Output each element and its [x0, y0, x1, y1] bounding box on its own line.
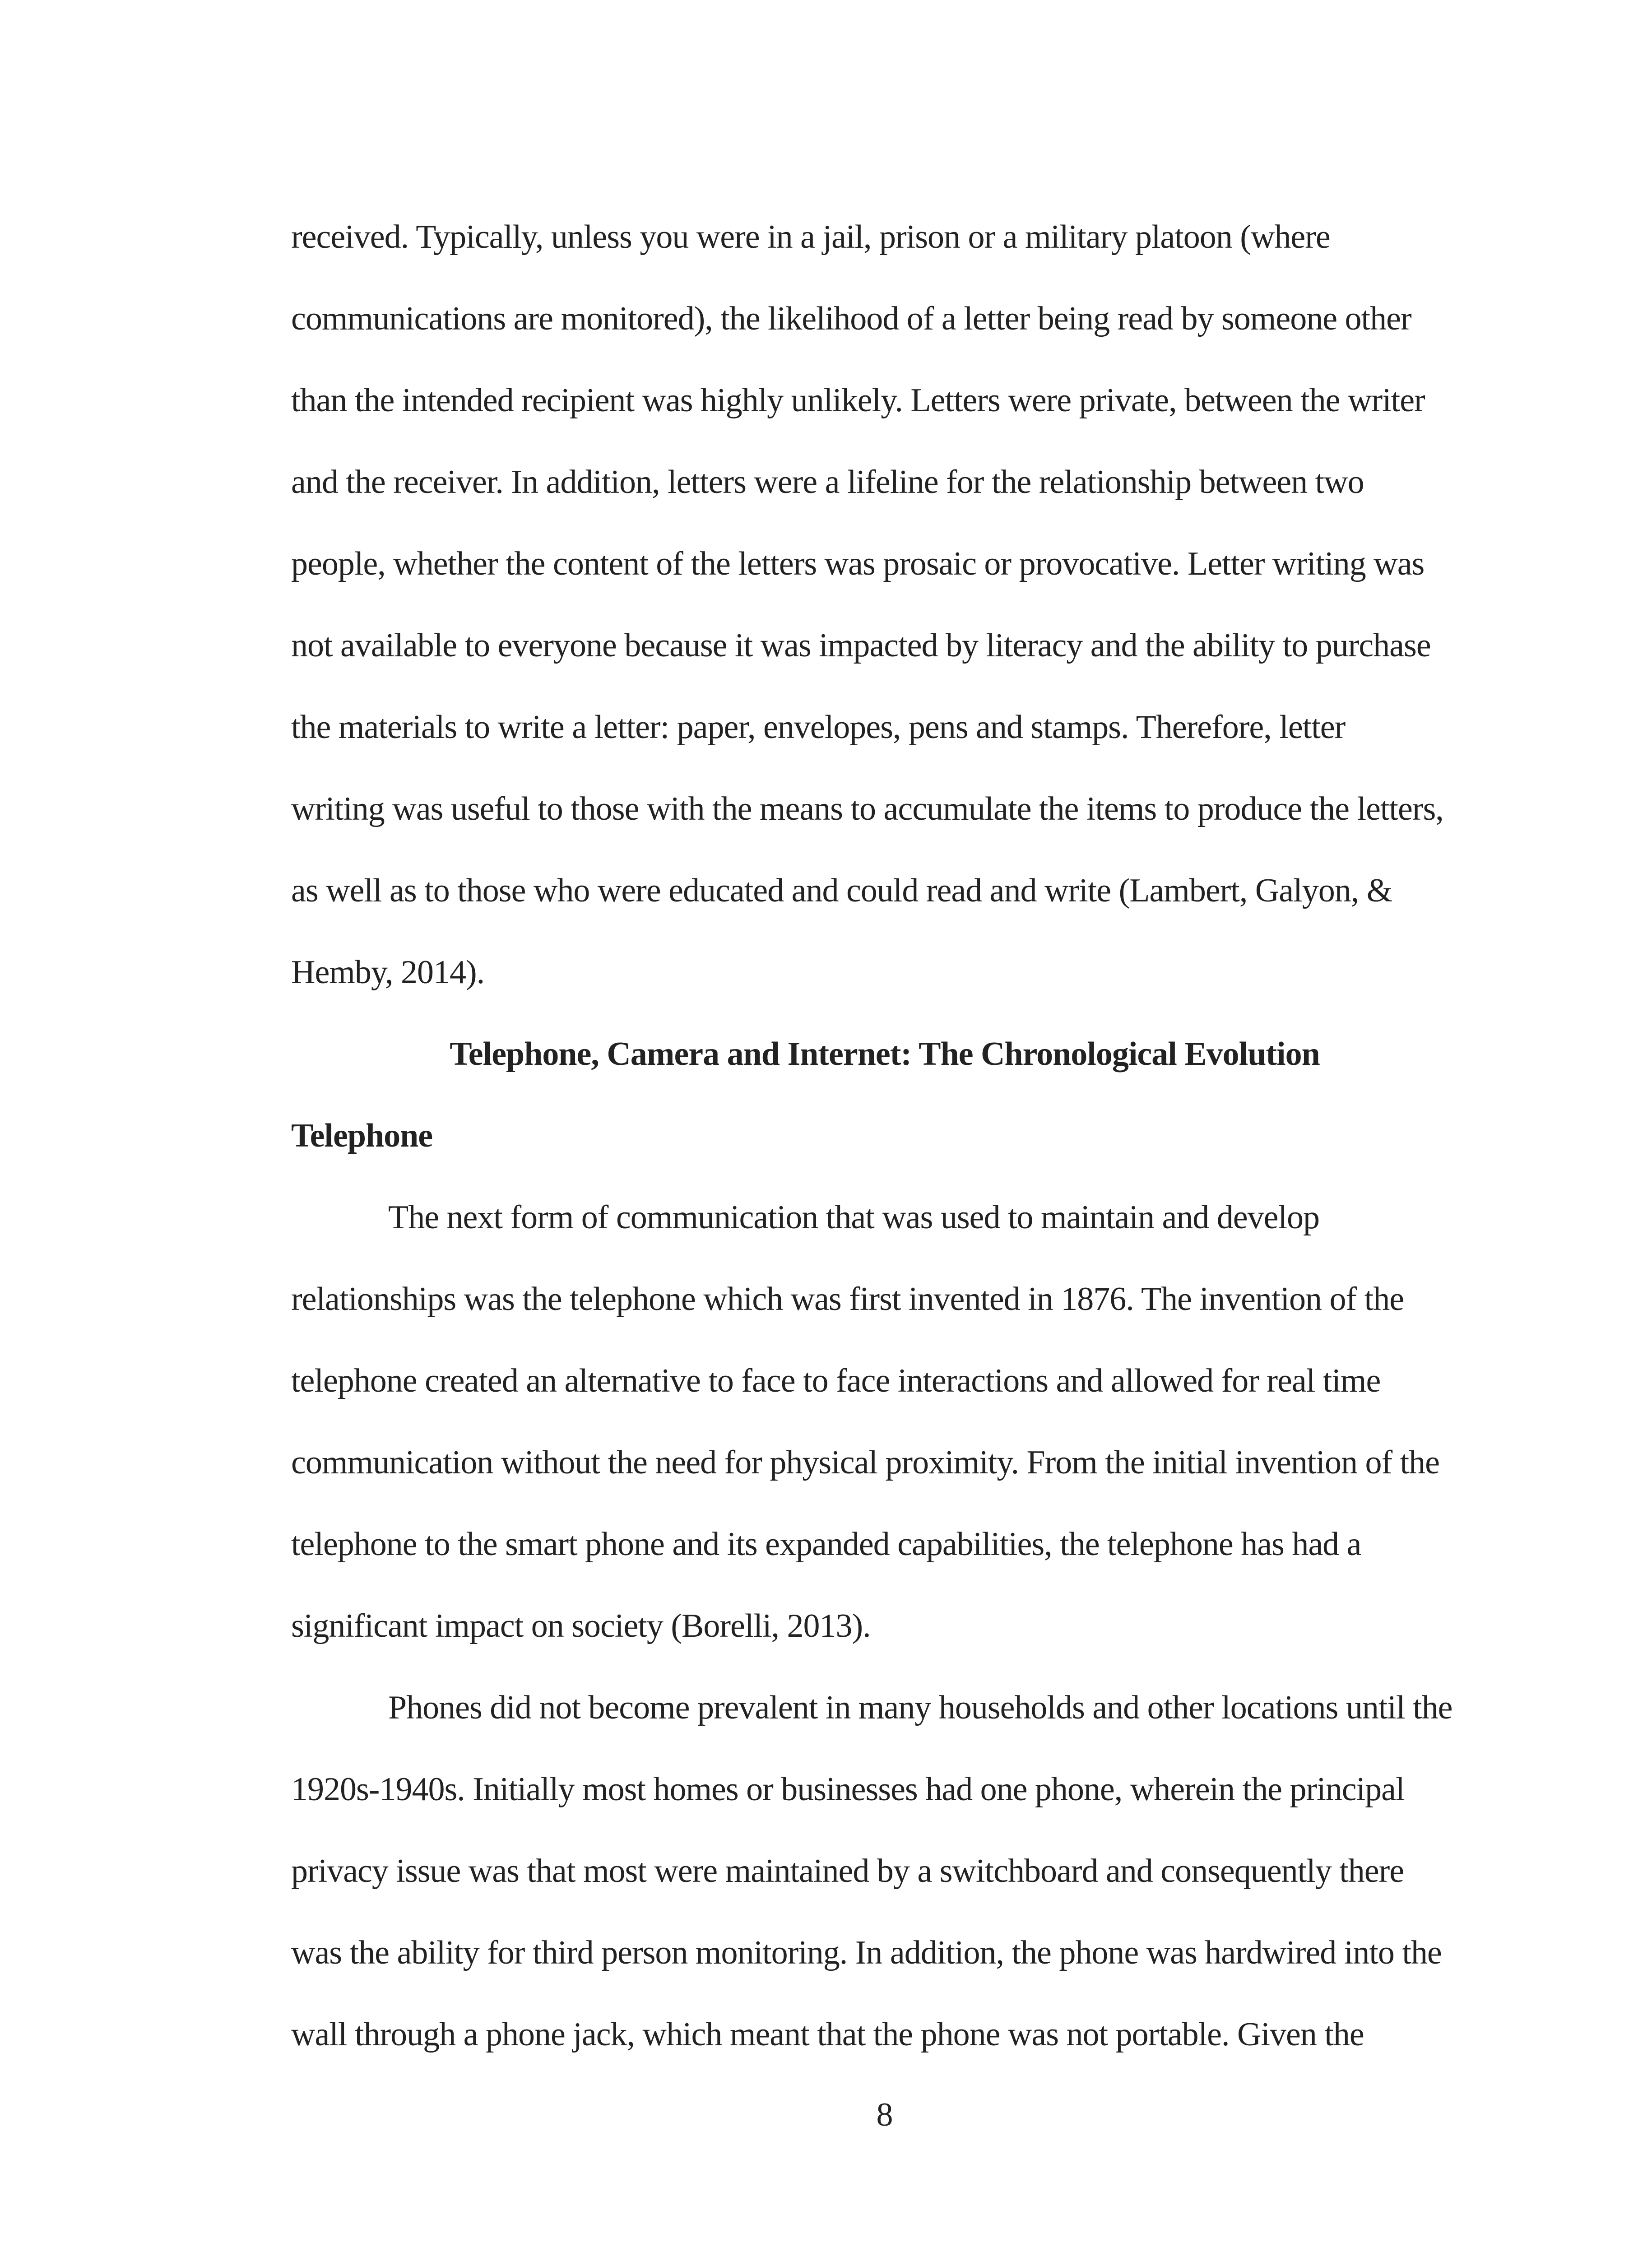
paragraph-2-line-6: significant impact on society (Borelli, 2013).	[291, 1607, 871, 1644]
paragraph-1-line-9: as well as to those who were educated and could read and write (Lambert, Galyon, &	[291, 872, 1392, 909]
paragraph-1-line-2: communications are monitored), the likelihood of a letter being read by someone other	[291, 300, 1411, 337]
paragraph-1-line-6: not available to everyone because it was impacted by literacy and the ability to purchase	[291, 627, 1431, 664]
paragraph-1-line-10: Hemby, 2014).	[291, 954, 485, 991]
paragraph-2-line-5: telephone to the smart phone and its expanded capabilities, the telephone has had a	[291, 1526, 1361, 1563]
section-heading: Telephone, Camera and Internet: The Chronological Evolution	[450, 1036, 1320, 1073]
paragraph-2-line-4: communication without the need for physical proximity. From the initial invention of the	[291, 1444, 1439, 1481]
paragraph-3-line-5: wall through a phone jack, which meant that the phone was not portable. Given the	[291, 2016, 1364, 2053]
paragraph-2-line-1: The next form of communication that was used to maintain and develop	[388, 1199, 1320, 1236]
paragraph-3-line-1: Phones did not become prevalent in many households and other locations until the	[388, 1689, 1452, 1726]
paragraph-1-line-7: the materials to write a letter: paper, envelopes, pens and stamps. Therefore, letter	[291, 709, 1346, 746]
paragraph-3-line-3: privacy issue was that most were maintained by a switchboard and consequently there	[291, 1853, 1404, 1890]
paragraph-1-line-3: than the intended recipient was highly unlikely. Letters were private, between the writer	[291, 382, 1425, 419]
paragraph-1-line-5: people, whether the content of the letters was prosaic or provocative. Letter writing was	[291, 545, 1425, 582]
subsection-heading: Telephone	[291, 1117, 433, 1154]
paragraph-2-line-2: relationships was the telephone which was first invented in 1876. The invention of the	[291, 1281, 1404, 1318]
paragraph-2-line-3: telephone created an alternative to face to face interactions and allowed for real time	[291, 1362, 1381, 1399]
paragraph-1-line-1: received. Typically, unless you were in a jail, prison or a military platoon (where	[291, 218, 1330, 255]
paragraph-1-line-8: writing was useful to those with the means to accumulate the items to produce the letters,	[291, 790, 1443, 827]
page-number: 8	[876, 2096, 893, 2133]
paragraph-3-line-2: 1920s-1940s. Initially most homes or businesses had one phone, wherein the principal	[291, 1771, 1405, 1808]
paragraph-1-line-4: and the receiver. In addition, letters were a lifeline for the relationship between two	[291, 464, 1364, 501]
paragraph-3-line-4: was the ability for third person monitoring. In addition, the phone was hardwired into the	[291, 1934, 1442, 1971]
